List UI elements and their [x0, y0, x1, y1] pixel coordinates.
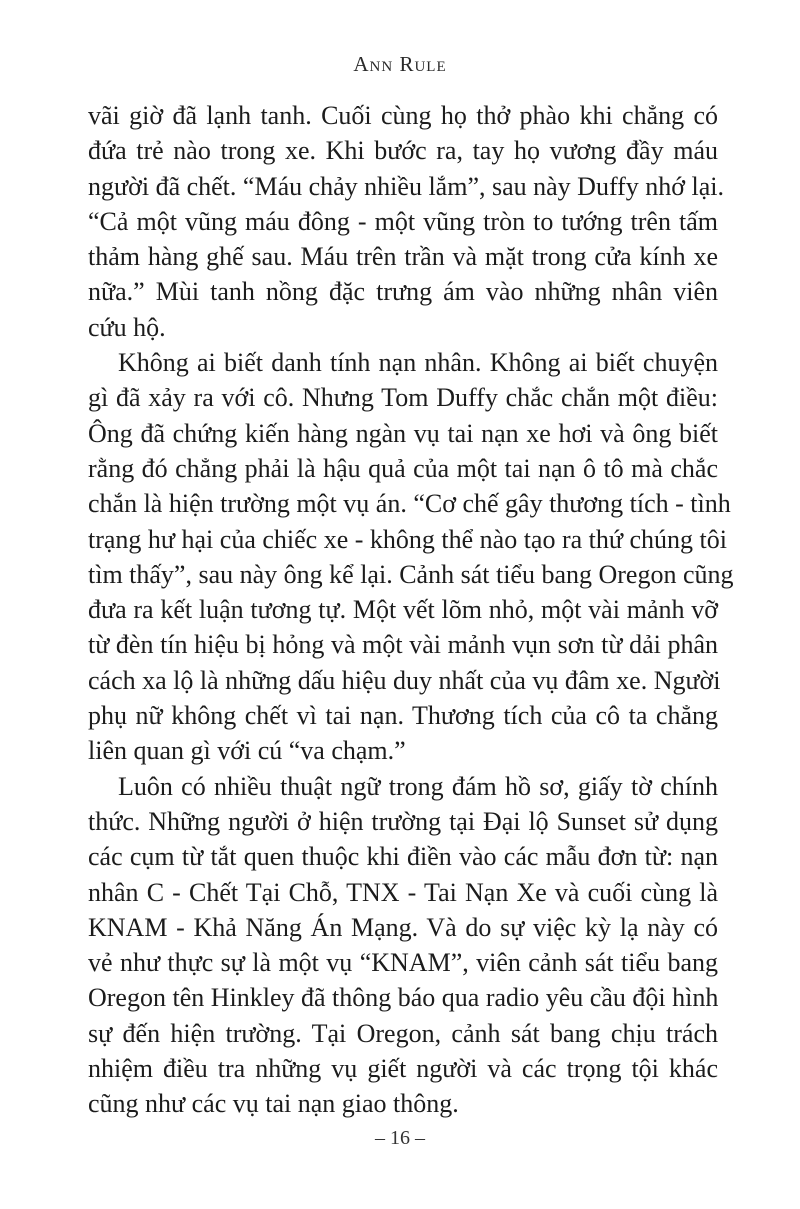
- text-line: “Cả một vũng máu đông - một vũng tròn to tướng trên tấm: [88, 206, 718, 236]
- paragraph-1: [88, 98, 725, 345]
- text-line: thảm hàng ghế sau. Máu trên trần và mặt trong cửa kính xe: [88, 242, 718, 272]
- text-line: từ đèn tín hiệu bị hỏng và một vài mảnh vụn sơn từ dải phân: [88, 630, 718, 660]
- text-line: thức. Những người ở hiện trường tại Đại lộ Sunset sử dụng: [88, 806, 718, 836]
- text-line: cách xa lộ là những dấu hiệu duy nhất của vụ đâm xe. Người: [88, 665, 721, 695]
- paragraph-2: [88, 345, 734, 769]
- text-line: Ông đã chứng kiến hàng ngàn vụ tai nạn xe hơi và ông biết: [88, 418, 718, 448]
- text-line: trạng hư hại của chiếc xe - không thể nào tạo ra thứ chúng tôi: [88, 524, 727, 554]
- text-line: Oregon tên Hinkley đã thông báo qua radio yêu cầu đội hình: [88, 983, 719, 1013]
- text-line: chắn là hiện trường một vụ án. “Cơ chế gây thương tích - tình: [88, 489, 731, 519]
- text-line: cũng như các vụ tai nạn giao thông.: [88, 1089, 459, 1119]
- text-line: cứu hộ.: [88, 312, 166, 342]
- text-line: Không ai biết danh tính nạn nhân. Không ai biết chuyện: [118, 348, 718, 378]
- running-head-author: Ann Rule: [353, 52, 447, 76]
- text-line: vẻ như thực sự là một vụ “KNAM”, viên cảnh sát tiểu bang: [88, 948, 718, 978]
- text-line: nhiệm điều tra những vụ giết người và các trọng tội khác: [88, 1054, 718, 1084]
- text-line: sự đến hiện trường. Tại Oregon, cảnh sát bang chịu trách: [88, 1018, 718, 1048]
- text-line: nữa.” Mùi tanh nồng đặc trưng ám vào những nhân viên: [88, 277, 718, 307]
- text-line: đưa ra kết luận tương tự. Một vết lõm nhỏ, một vài mảnh vỡ: [88, 595, 718, 625]
- text-line: vãi giờ đã lạnh tanh. Cuối cùng họ thở phào khi chẳng có: [88, 101, 718, 130]
- text-line: các cụm từ tắt quen thuộc khi điền vào các mẫu đơn từ: nạn: [88, 842, 718, 872]
- paragraph-3: [88, 769, 718, 1122]
- text-line: Luôn có nhiều thuật ngữ trong đám hồ sơ, giấy tờ chính: [118, 771, 718, 801]
- text-line: phụ nữ không chết vì tai nạn. Thương tích của cô ta chẳng: [88, 701, 718, 731]
- text-line: người đã chết. “Máu chảy nhiều lắm”, sau này Duffy nhớ lại.: [88, 171, 725, 201]
- body-text: [88, 98, 734, 1122]
- text-line: nhân C - Chết Tại Chỗ, TNX - Tai Nạn Xe và cuối cùng là: [88, 877, 718, 907]
- page-number: – 16 –: [375, 1127, 425, 1149]
- text-line: gì đã xảy ra với cô. Nhưng Tom Duffy chắc chắn một điều:: [88, 383, 718, 413]
- text-line: liên quan gì với cú “va chạm.”: [88, 736, 406, 766]
- text-line: KNAM - Khả Năng Án Mạng. Và do sự việc kỳ lạ này có: [88, 912, 718, 942]
- text-line: tìm thấy”, sau này ông kể lại. Cảnh sát tiểu bang Oregon cũng: [88, 559, 734, 589]
- text-line: rằng đó chẳng phải là hậu quả của một tai nạn ô tô mà chắc: [88, 453, 718, 483]
- text-line: đứa trẻ nào trong xe. Khi bước ra, tay họ vương đầy máu: [88, 136, 718, 166]
